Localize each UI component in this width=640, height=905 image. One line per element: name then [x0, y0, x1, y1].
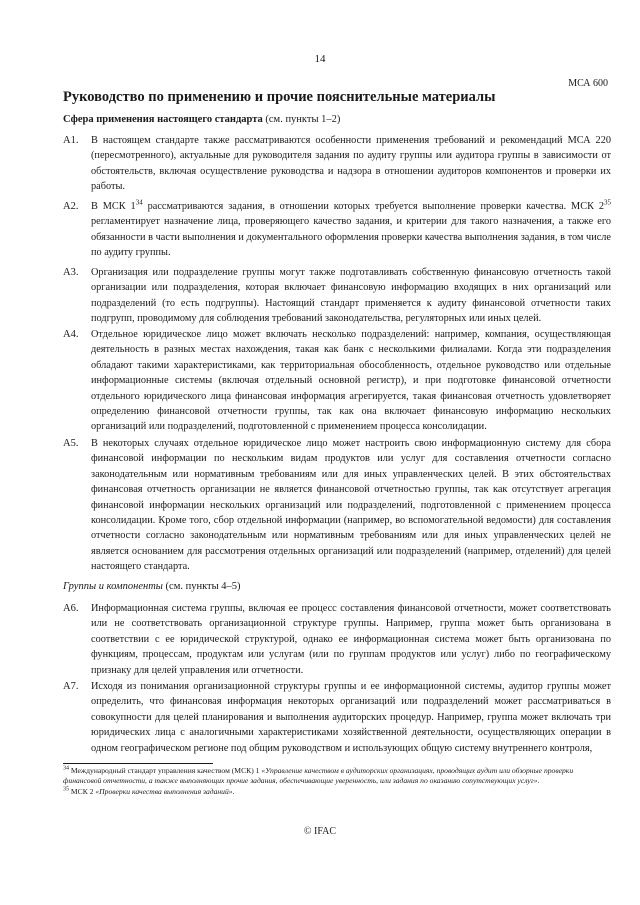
- footnote-title: «Управление качеством в аудиторских организациях, проводящих аудит или обзорные проверки финансовой отчетности, а также выполняющих прочие задания, обеспечивающие уверенность, или задания по оказанию сопутствующих услуг»: [63, 766, 574, 786]
- paragraph-a7: [63, 679, 611, 756]
- paragraph-number: A3.: [63, 267, 79, 278]
- paragraph-text: В некоторых случаях отдельное юридическое лицо может настроить свою информационную систему для сбора финансовой информации по нескольким видам продуктов или услуг для составления отчетности согласно законодательным или нормативным требованиям или для иных управленческих целей. В этих обстоятельствах финансовая отчетность организации не является финансовой отчетностью группы, так как отсутствует агрегация финансовой информации нескольких организаций или подразделений, подготовленной с применением процесса консолидации. Кроме того, сбор отдельной информации (например, во вспомогательной ведомости) для составления отчетности согласно законодательным или нормативным требованиям или для иных управленческих целей не является основанием для рассмотрения отдельных организаций или подразделений (например, отделений) для целей настоящего стандарта.: [91, 438, 611, 573]
- copyright-footer: © IFAC: [303, 826, 337, 837]
- paragraph-text: В настоящем стандарте также рассматриваются особенности применения требований и рекомендаций МСА 220 (пересмотренного), актуальные для руководителя задания по аудиту группы или аудитора группы в зависимости от обстоятельств, включая осуществление руководства и надзора в отношении аудиторов компонентов и проверки их работы.: [91, 135, 611, 193]
- paragraph-text: Отдельное юридическое лицо может включать несколько подразделений: например, компания, осуществляющая деятельность в разных местах нахождения, такая как банк с несколькими филиалами. Когда эти подразделения обладают такими характеристиками, как территориальная обособленность, отдельное руководство или отдельные информационные системы (включая отдельный основной регистр), и при подготовке финансовой отчетности отдельного юридического лица финансовая информация агрегируется, такая финансовая отчетность удовлетворяет определению финансовой отчетности группы, так как она включает финансовую информацию нескольких организаций или подразделений, подготовленной с применением процесса консолидации.: [91, 329, 611, 433]
- footnote-34: [63, 766, 608, 787]
- paragraph-number: A4.: [63, 329, 79, 340]
- paragraph-text: Исходя из понимания организационной структуры группы и ее информационной системы, аудитор группы может определить, что финансовая информация некоторых организаций или подразделений может рассматриваться в совокупности для целей планирования и выполнения аудиторских процедур. Например, группа может включать три юридических лица с аналогичными характеристиками хозяйственной деятельности, осуществляющих операции в одном географическом регионе под общим руководством и использующих общую систему внутреннего контроля,: [91, 681, 611, 754]
- paragraph-a1: [63, 133, 611, 195]
- subheading-groups-text: Группы и компоненты: [63, 581, 163, 592]
- footnote-divider: [63, 763, 213, 764]
- paragraph-number: A6.: [63, 603, 79, 614]
- footnote-mark: 35: [63, 786, 69, 793]
- footnote-ref-34: 34: [135, 198, 143, 207]
- subheading-scope-text: Сфера применения настоящего стандарта: [63, 114, 263, 125]
- footnotes: [63, 766, 608, 797]
- footnote-text: Международный стандарт управления качеством (МСК) 1: [69, 766, 262, 775]
- paragraph-a6: [63, 601, 611, 678]
- paragraph-number: A1.: [63, 135, 79, 146]
- paragraph-text-part: регламентирует назначение лица, проверяющего качество задания, и критерии для такого назначения, а также его обязанности в части выполнения и документального оформления проверки качества выполнения задания, в том числе по аудиту группы.: [91, 216, 611, 259]
- subheading-scope-ref: (см. пункты 1–2): [265, 114, 341, 125]
- paragraph-text: [91, 199, 611, 261]
- footnote-text: МСК 2: [69, 786, 96, 796]
- subheading-groups-ref: (см. пункты 4–5): [165, 581, 241, 592]
- footnote-tail: .: [232, 786, 235, 796]
- paragraph-number: A7.: [63, 681, 79, 692]
- paragraph-a4: [63, 327, 611, 435]
- paragraph-text-part: В МСК 1: [91, 201, 136, 212]
- paragraph-text-part: рассматриваются задания, в отношении которых требуется выполнение проверки качества. МСК 2: [142, 201, 604, 212]
- footnote-35: [63, 787, 608, 797]
- page-number: 14: [314, 53, 326, 65]
- document-id: МСА 600: [568, 78, 608, 89]
- paragraph-text: Организация или подразделение группы могут также подготавливать собственную финансовую отчетность такой организации или подразделения, которая включает финансовую информацию входящих в них организаций или подразделений (то есть подгруппы). Настоящий стандарт применяется к аудиту финансовой отчетности таких подгрупп, проводимому для соблюдения требований законодательства, регуляторных или иных целей.: [91, 267, 611, 325]
- paragraph-a2: [63, 199, 611, 261]
- subheading-groups: [63, 581, 241, 592]
- footnote-mark: 34: [63, 765, 69, 772]
- paragraph-number: A2.: [63, 201, 79, 212]
- paragraph-a5: [63, 436, 611, 575]
- footnote-tail: .: [537, 776, 540, 786]
- section-title: Руководство по применению и прочие пояснительные материалы: [63, 89, 496, 105]
- footnote-ref-35: 35: [604, 198, 611, 207]
- paragraph-a3: [63, 265, 611, 327]
- paragraph-text: Информационная система группы, включая ее процесс составления финансовой отчетности, может соответствовать или не соответствовать организационной структуре группы. Например, группа может быть организована в соответствии с ее юридической структурой, однако ее информационная система может быть организована по функциям, процессам, продуктам или услугам (или по группам продуктов или услуг) либо по географическому признаку для целей управления или отчетности.: [91, 603, 611, 676]
- footnote-title: «Проверки качества выполнения заданий»: [95, 786, 233, 796]
- paragraph-number: A5.: [63, 438, 79, 449]
- subheading-scope: [63, 114, 340, 125]
